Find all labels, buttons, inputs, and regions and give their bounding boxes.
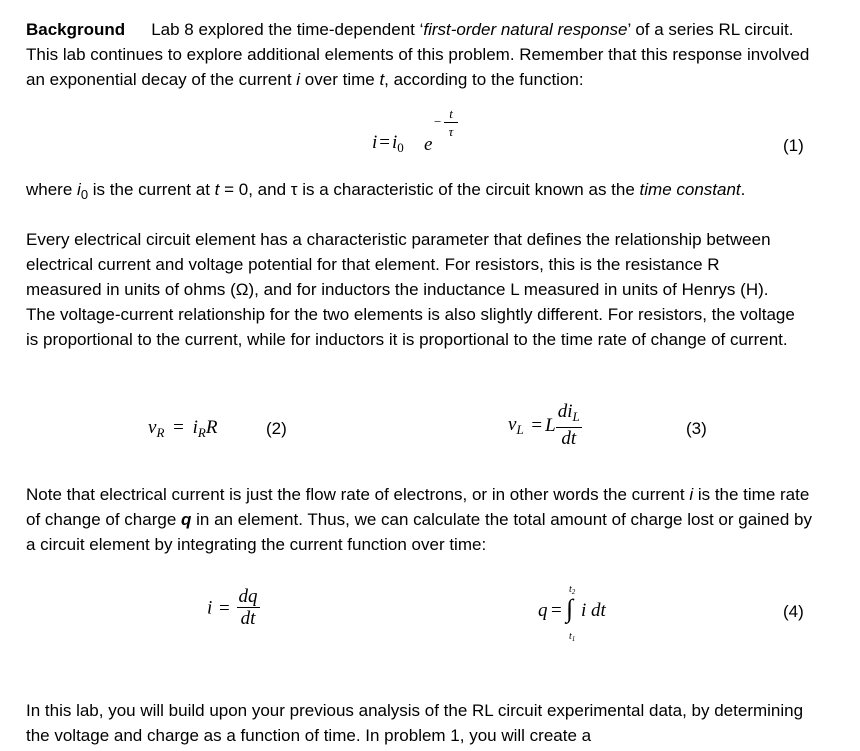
equation-2: $v_R = i_RR$ xyxy=(148,417,218,440)
equation-3-number: (3) xyxy=(686,419,707,438)
equation-4-number: (4) xyxy=(783,602,804,621)
equation-1-number: (1) xyxy=(783,136,804,155)
equation-3: $v_L = L$ $\frac{di_L}{dt}$ xyxy=(508,401,580,449)
background-paragraph: Background Lab 8 explored the time-dependent ‘first-order natural response’ of a series RL circuit. This lab continues to explore additional elements of this problem. Remember that this response involved an exponential decay of the current i over time t, according to the function: xyxy=(26,20,810,89)
current-paragraph: Note that electrical current is just the flow rate of electrons, or in other words the current i is the time rate of change of charge q in an element. Thus, we can calculate the total amount of charge lost or gained by a circuit element by integrating the current function over time: xyxy=(26,485,812,554)
background-heading: Background xyxy=(26,20,126,39)
lab-paragraph: In this lab, you will build upon your previous analysis of the RL circuit experimental data, by determining the voltage and charge as a function of time. In problem 1, you will create a xyxy=(26,701,804,745)
equation-4a: i = $\frac{dq}{dt}$ xyxy=(207,586,258,629)
where-paragraph: where $i_0$ is the current at t = 0, and τ is a characteristic of the circuit known as the time constant. xyxy=(26,180,746,202)
equation-4b: q = ∫ $t_2$ $t_1$ i dt xyxy=(538,584,606,643)
equation-2-number: (2) xyxy=(266,419,287,438)
element-paragraph: Every electrical circuit element has a characteristic parameter that defines the relationship between electrical current and voltage potential for that element. For resistors, this is the resistance R measured in units of ohms (Ω), and for inductors the inductance L measured in units of Henrys (H). The voltage-current relationship for the two elements is also slightly different. For resistors, the voltage is proportional to the current, while for inductors it is proportional to the time rate of change of current. xyxy=(26,230,795,349)
